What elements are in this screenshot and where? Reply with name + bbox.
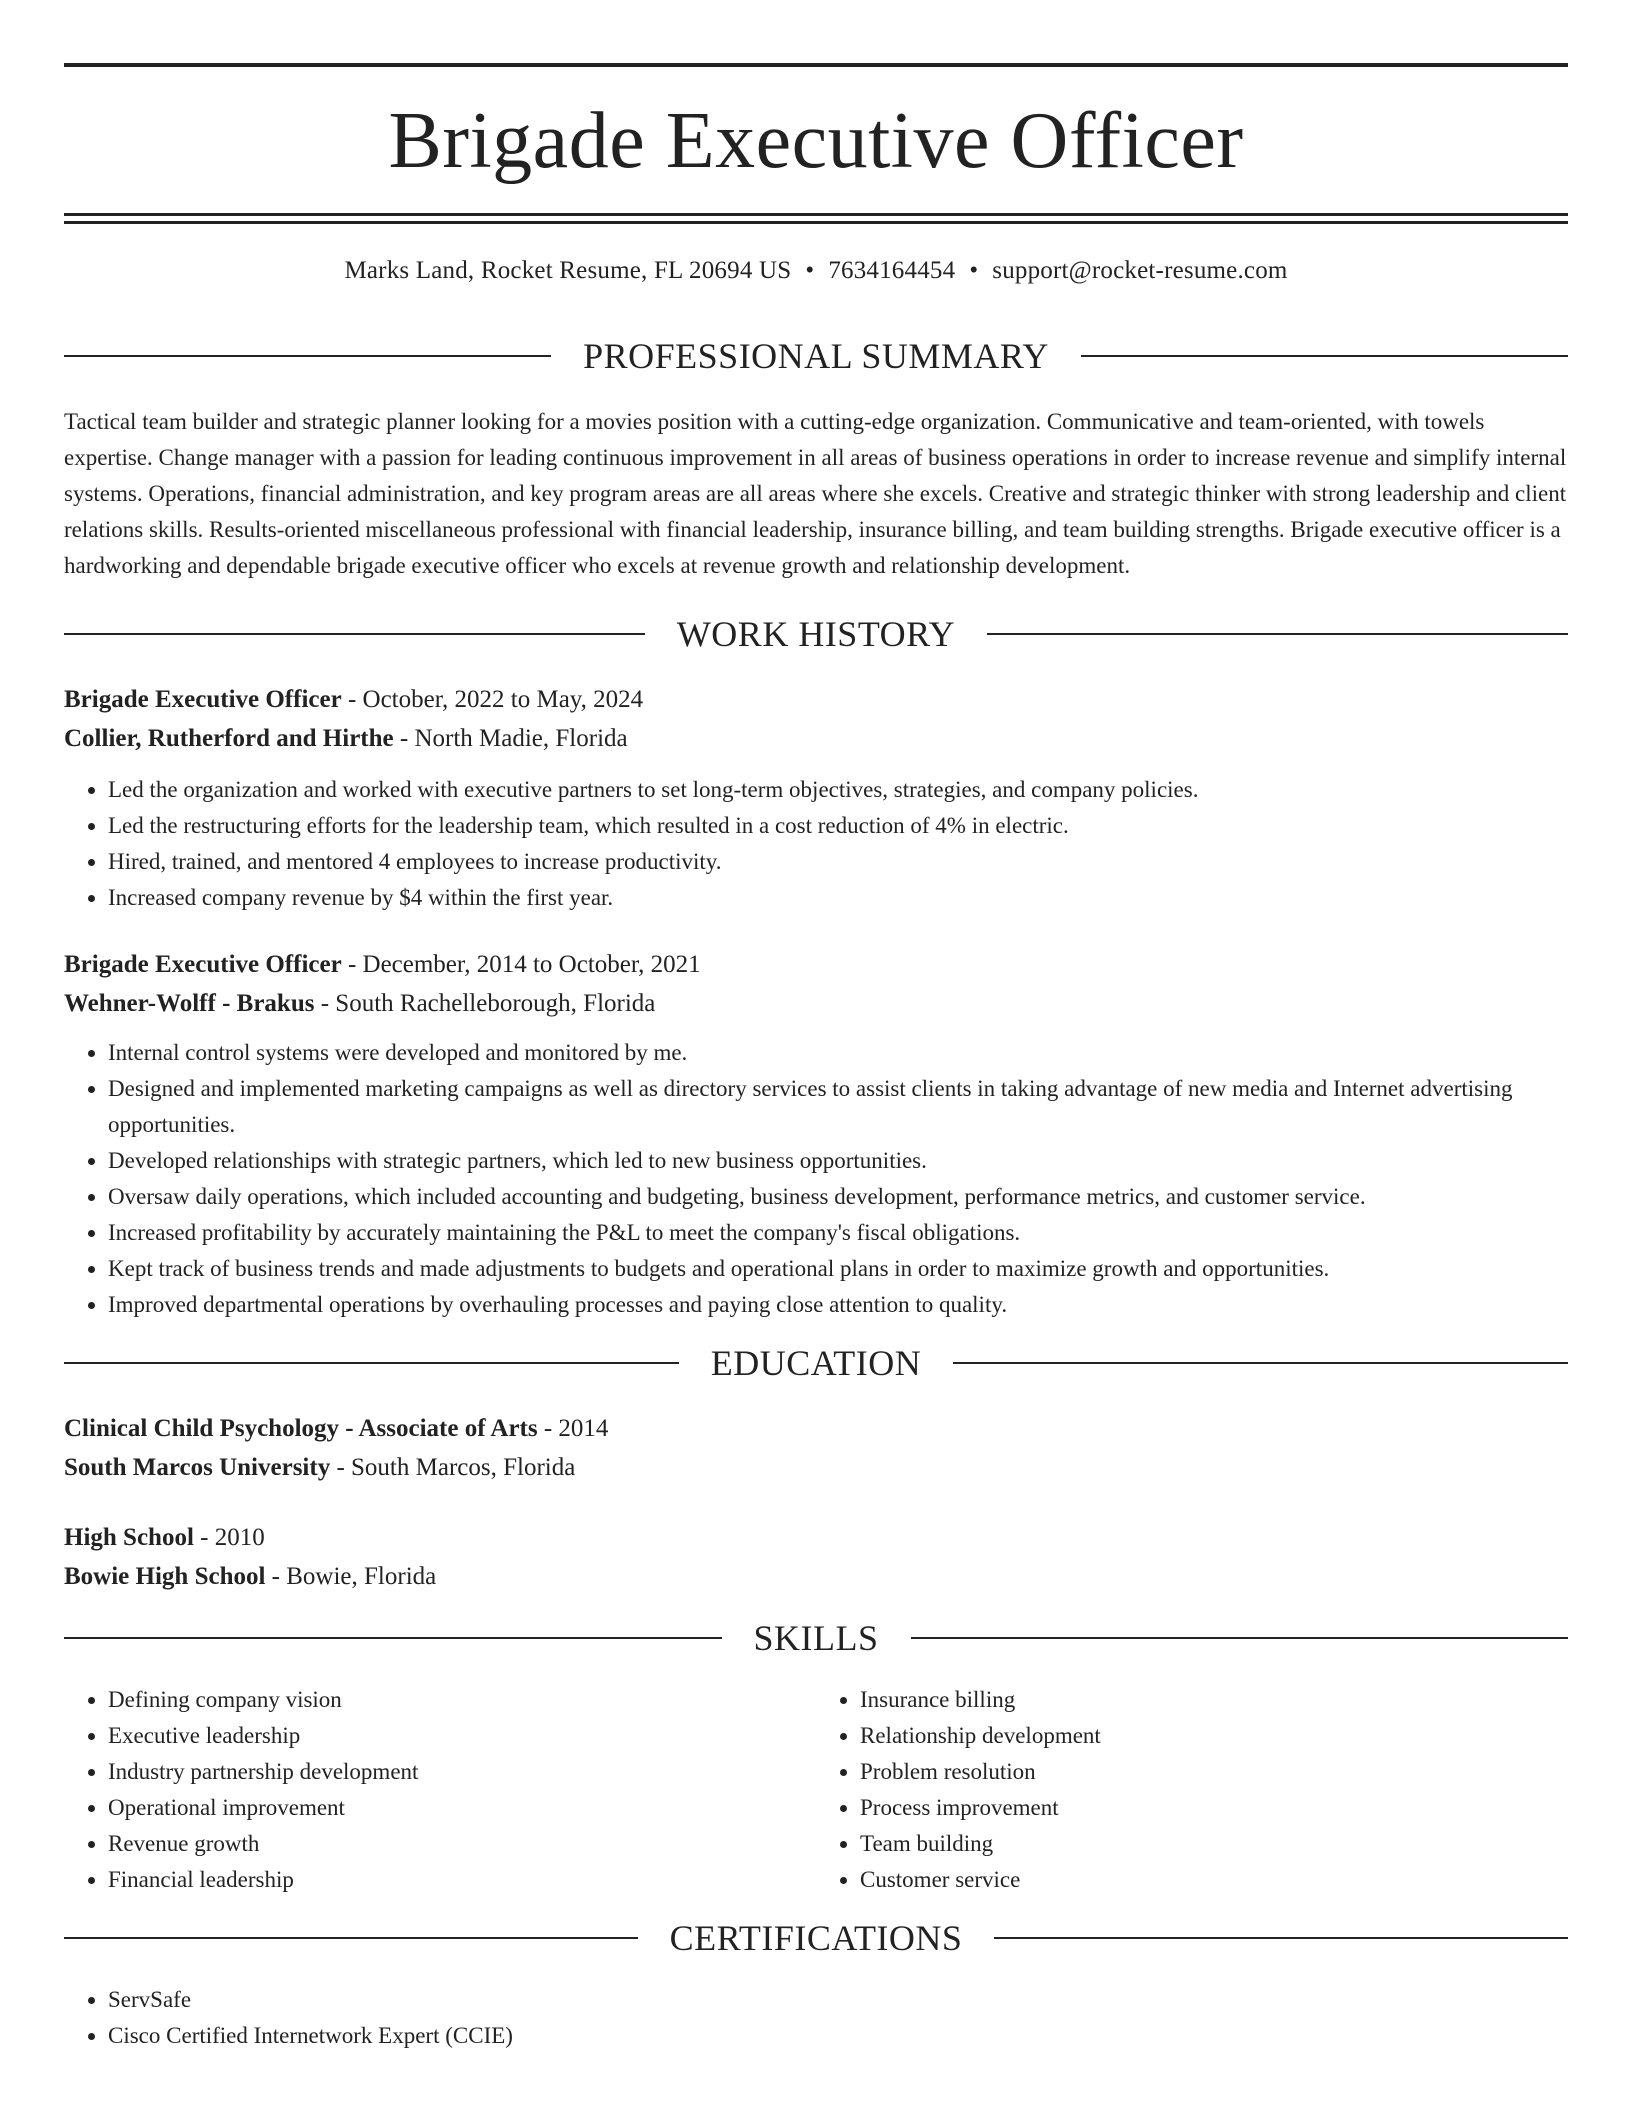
section-title: EDUCATION (710, 1343, 922, 1383)
list-item: • Improved departmental operations by overhauling processes and paying close attention to quality. (108, 1287, 1568, 1323)
section-heading-certifications (64, 1920, 1568, 1956)
job-entry (64, 680, 1568, 916)
job-title-line (64, 945, 1568, 984)
education-location: - Bowie, Florida (265, 1563, 437, 1590)
job-title: Brigade Executive Officer (64, 951, 342, 978)
education-degree: Clinical Child Psychology - Associate of Arts (64, 1415, 538, 1442)
list-item: • Relationship development (860, 1718, 1568, 1754)
section-heading-work (64, 616, 1568, 652)
education-location: - South Marcos, Florida (330, 1454, 576, 1481)
list-item: • Executive leadership (108, 1718, 816, 1754)
job-company-line (64, 984, 1568, 1023)
list-item: • Financial leadership (108, 1862, 816, 1898)
section-heading-summary (64, 338, 1568, 374)
list-item: • Designed and implemented marketing campaigns as well as directory services to assist clients in taking advantage of new media and Internet advertising opportunities. (108, 1071, 1568, 1143)
education-year: - 2010 (193, 1524, 265, 1551)
section-title: SKILLS (753, 1618, 879, 1658)
job-bullets (64, 772, 1568, 916)
job-location: - South Rachelleborough, Florida (314, 990, 656, 1017)
job-company-line (64, 719, 1568, 758)
contact-separator: • (969, 257, 979, 284)
list-item: • ServSafe (108, 1982, 1568, 2018)
section-title: WORK HISTORY (676, 614, 956, 654)
education-degree-line (64, 1518, 1568, 1557)
job-dates: - December, 2014 to October, 2021 (341, 951, 701, 978)
skills-list-left (64, 1682, 816, 1898)
list-item: • Led the organization and worked with executive partners to set long-term objectives, strategies, and company policies. (108, 772, 1568, 808)
top-rule (64, 63, 1568, 67)
education-year: - 2014 (537, 1415, 609, 1442)
job-company: Collier, Rutherford and Hirthe (64, 725, 394, 752)
education-entry (64, 1518, 1568, 1596)
list-item: • Increased profitability by accurately maintaining the P&L to meet the company's fiscal obligations. (108, 1215, 1568, 1251)
education-school-line (64, 1557, 1568, 1596)
section-title: CERTIFICATIONS (669, 1918, 963, 1958)
list-item: • Defining company vision (108, 1682, 816, 1718)
contact-email: support@rocket-resume.com (992, 257, 1288, 284)
contact-phone: 7634164454 (828, 257, 956, 284)
title-double-rule (64, 213, 1568, 224)
education-entry (64, 1409, 1568, 1487)
education-degree-line (64, 1409, 1568, 1448)
list-item: • Cisco Certified Internetwork Expert (CCIE) (108, 2018, 1568, 2054)
list-item: • Internal control systems were developed and monitored by me. (108, 1035, 1568, 1071)
list-item: • Revenue growth (108, 1826, 816, 1862)
contact-address: Marks Land, Rocket Resume, FL 20694 US (344, 257, 792, 284)
education-school: South Marcos University (64, 1454, 331, 1481)
list-item: • Operational improvement (108, 1790, 816, 1826)
list-item: • Led the restructuring efforts for the leadership team, which resulted in a cost reduction of 4% in electric. (108, 808, 1568, 844)
list-item: • Process improvement (860, 1790, 1568, 1826)
contact-line (64, 256, 1568, 286)
resume-title: Brigade Executive Officer (388, 97, 1244, 185)
education-school-line (64, 1448, 1568, 1487)
list-item: • Insurance billing (860, 1682, 1568, 1718)
section-heading-skills (64, 1620, 1568, 1656)
section-title: PROFESSIONAL SUMMARY (583, 336, 1049, 376)
job-title-line (64, 680, 1568, 719)
job-entry (64, 945, 1568, 1323)
contact-separator: • (805, 257, 815, 284)
list-item: • Increased company revenue by $4 within the first year. (108, 880, 1568, 916)
certifications-list (64, 1982, 1568, 2054)
skills-columns (64, 1682, 1568, 1898)
list-item: • Problem resolution (860, 1754, 1568, 1790)
job-bullets (64, 1035, 1568, 1323)
list-item: • Hired, trained, and mentored 4 employees to increase productivity. (108, 844, 1568, 880)
list-item: • Kept track of business trends and made adjustments to budgets and operational plans in order to maximize growth and opportunities. (108, 1251, 1568, 1287)
job-dates: - October, 2022 to May, 2024 (341, 686, 644, 713)
job-company: Wehner-Wolff - Brakus (64, 990, 315, 1017)
resume-page (64, 0, 1568, 2054)
summary-text: Tactical team builder and strategic planner looking for a movies position with a cutting-edge organization. Communicative and team-oriented, with towels expertise. Change manager with a passion for leading continuous improvement in all areas of business operations in order to increase revenue and simplify internal systems. Operations, financial administration, and key program areas are all areas where she excels. Creative and strategic thinker with strong leadership and client relations skills. Results-oriented miscellaneous professional with financial leadership, insurance billing, and team building strengths. Brigade executive officer is a hardworking and dependable brigade executive officer who excels at revenue growth and relationship development. (64, 409, 1567, 578)
list-item: • Developed relationships with strategic partners, which led to new business opportunities. (108, 1143, 1568, 1179)
job-title: Brigade Executive Officer (64, 686, 342, 713)
job-location: - North Madie, Florida (393, 725, 628, 752)
education-degree: High School (64, 1524, 194, 1551)
section-heading-education (64, 1345, 1568, 1381)
list-item: • Oversaw daily operations, which included accounting and budgeting, business development, performance metrics, and customer service. (108, 1179, 1568, 1215)
list-item: • Industry partnership development (108, 1754, 816, 1790)
education-school: Bowie High School (64, 1563, 266, 1590)
list-item: • Customer service (860, 1862, 1568, 1898)
skills-list-right (816, 1682, 1568, 1898)
list-item: • Team building (860, 1826, 1568, 1862)
